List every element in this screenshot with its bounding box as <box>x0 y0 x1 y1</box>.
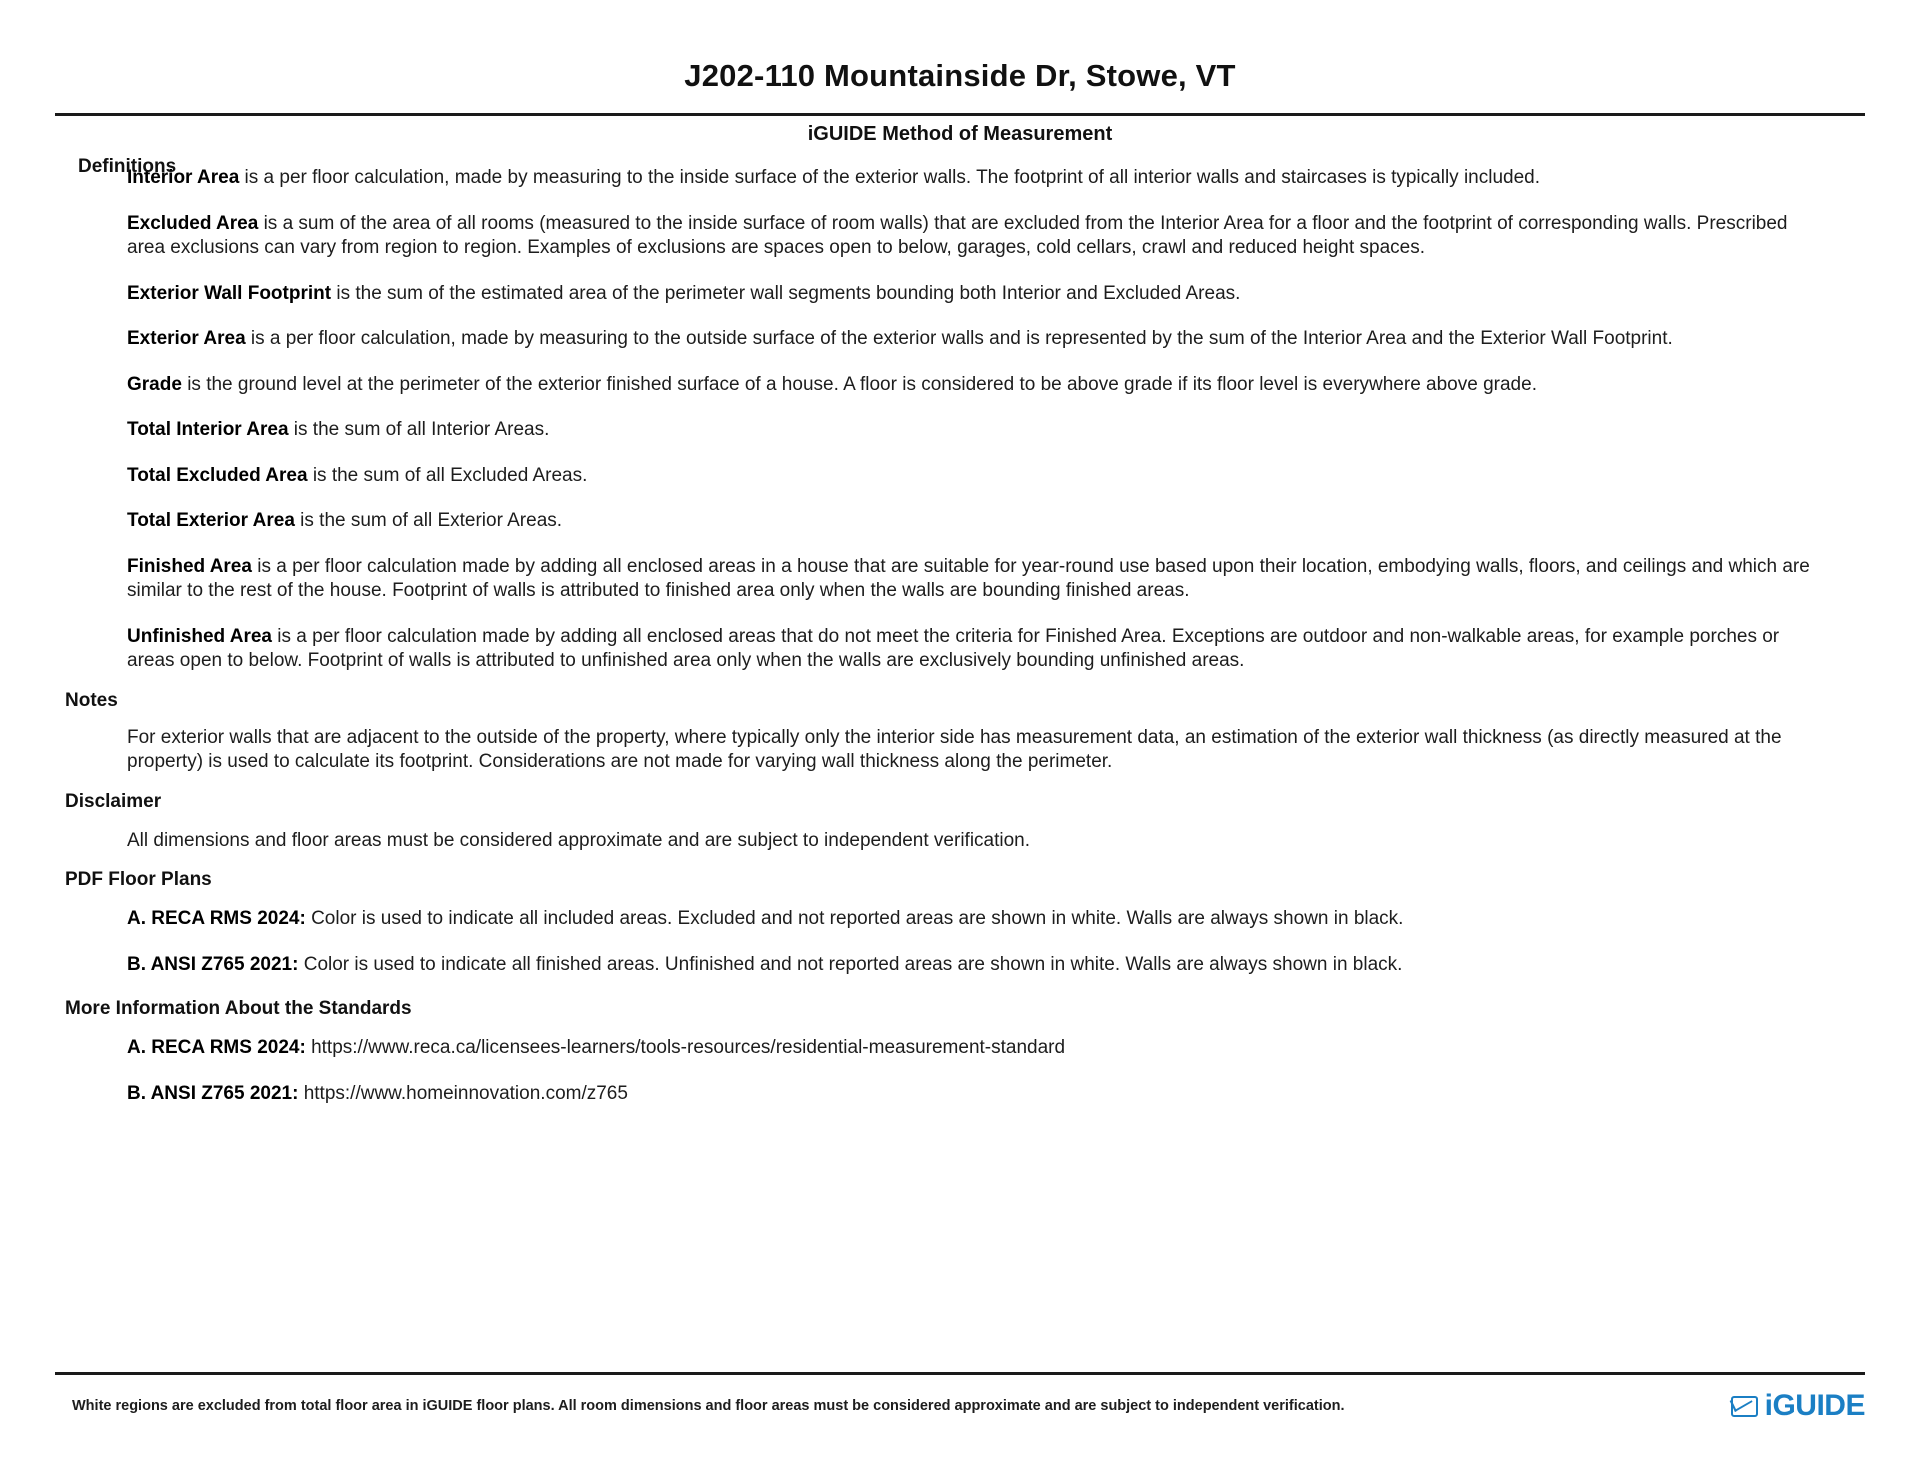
iguide-logo <box>1731 1391 1865 1421</box>
definition-text: is the sum of all Interior Areas. <box>288 419 550 440</box>
iguide-logo-icon <box>1731 1396 1758 1417</box>
footer-disclaimer-text: White regions are excluded from total floor area in iGUIDE floor plans. All room dimensions and floor areas must be considered approximate and are subject to independent verification. <box>72 1397 1345 1414</box>
disclaimer-text: All dimensions and floor areas must be considered approximate and are subject to independent verification. <box>127 829 1031 851</box>
definition-text: is the sum of all Excluded Areas. <box>307 464 588 486</box>
definition-text: is a per floor calculation made by adding all enclosed areas that do not meet the criteria for Finished Area. Exceptions are outdoor and non-walkable areas, for example porches or areas open to below. Footprint of walls is attributed to unfinished area only when the walls are exclusively bounding unfinished areas. <box>127 625 1780 671</box>
iguide-logo-text: iGUIDE <box>1764 1389 1865 1422</box>
definition-term: Excluded Area <box>127 212 259 234</box>
definition-grade <box>127 373 1829 398</box>
definition-term: Finished Area <box>127 555 252 577</box>
standard-label: A. RECA RMS 2024: <box>127 1037 306 1059</box>
section-heading-notes: Notes <box>65 689 118 711</box>
section-heading-disclaimer: Disclaimer <box>65 790 162 812</box>
definition-text: is the sum of the estimated area of the perimeter wall segments bounding both Interior and Excluded Areas. <box>331 282 1241 304</box>
page-title: J202-110 Mountainside Dr, Stowe, VT <box>684 58 1236 93</box>
definition-finished-area <box>127 555 1829 604</box>
more-info-ansi-link[interactable] <box>55 1082 1865 1107</box>
definition-text: is the sum of all Exterior Areas. <box>294 510 563 531</box>
definition-unfinished-area <box>127 625 1829 674</box>
standard-text: Color is used to indicate all finished areas. Unfinished and not reported areas are shown in white. Walls are always shown in black. <box>298 953 1403 975</box>
more-information-list <box>55 1036 1865 1106</box>
document-subtitle: iGUIDE Method of Measurement <box>807 123 1113 145</box>
standard-url[interactable]: https://www.homeinnovation.com/z765 <box>298 1083 628 1105</box>
definition-term: Unfinished Area <box>127 625 272 647</box>
definitions-list <box>55 166 1865 674</box>
standard-label: A. RECA RMS 2024: <box>127 908 306 929</box>
pdf-floor-plans-list <box>55 907 1865 977</box>
definition-exterior-wall-footprint <box>127 282 1829 307</box>
section-heading-more-information: More Information About the Standards <box>65 998 412 1020</box>
definition-term: Total Excluded Area <box>127 464 308 486</box>
definition-text: is a per floor calculation made by adding all enclosed areas in a house that are suitable for year-round use based upon their location, embodying walls, floors, and ceilings and which are similar to the rest of the house. Footprint of walls is attributed to finished area only when the walls are bounding finished areas. <box>127 555 1810 601</box>
notes-text: For exterior walls that are adjacent to the outside of the property, where typically only the interior side has measurement data, an estimation of the exterior wall thickness (as directly measured at the property) is used to calculate its footprint. Considerations are not made for varying wall thickness along the perimeter. <box>127 726 1782 772</box>
section-heading-definitions: Definitions <box>78 156 177 177</box>
pdf-floor-plan-ansi <box>55 953 1865 978</box>
definition-excluded-area <box>127 212 1829 261</box>
definition-term: Exterior Area <box>127 328 246 349</box>
pdf-floor-plan-reca <box>55 907 1865 932</box>
definition-text: is a per floor calculation, made by measuring to the inside surface of the exterior walls. The footprint of all interior walls and staircases is typically included. <box>239 167 1541 188</box>
definition-interior-area <box>127 166 1829 191</box>
definition-text: is the ground level at the perimeter of the exterior finished surface of a house. A floor is considered to be above grade if its floor level is everywhere above grade. <box>181 373 1537 395</box>
definition-text: is a per floor calculation, made by measuring to the outside surface of the exterior walls and is represented by the sum of the Interior Area and the Exterior Wall Footprint. <box>245 328 1673 349</box>
disclaimer-block <box>55 829 1865 854</box>
definition-term: Total Exterior Area <box>127 510 295 531</box>
section-heading-pdf-floor-plans: PDF Floor Plans <box>65 869 212 890</box>
notes-block <box>55 726 1865 775</box>
standard-text: Color is used to indicate all included areas. Excluded and not reported areas are shown in white. Walls are always shown in black. <box>305 908 1404 929</box>
definition-exterior-area <box>127 327 1829 352</box>
standard-label: B. ANSI Z765 2021: <box>127 1083 299 1105</box>
definition-text: is a sum of the area of all rooms (measured to the inside surface of room walls) that are excluded from the Interior Area for a floor and the footprint of corresponding walls. Prescribed area exclusions can vary from region to region. Examples of exclusions are spaces open to below, garages, cold cellars, crawl and reduced height spaces. <box>127 212 1788 258</box>
standard-url[interactable]: https://www.reca.ca/licensees-learners/tools-resources/residential-measurement-standard <box>305 1037 1066 1059</box>
definition-term: Exterior Wall Footprint <box>127 282 332 304</box>
definition-total-excluded-area <box>127 464 1829 489</box>
definition-term: Grade <box>127 373 182 395</box>
subtitle-row <box>55 116 1865 150</box>
more-info-reca-link[interactable] <box>55 1036 1865 1061</box>
definition-total-exterior-area <box>127 509 1829 534</box>
definition-total-interior-area <box>127 418 1829 443</box>
definition-term: Total Interior Area <box>127 419 289 440</box>
footer-divider <box>55 1372 1865 1375</box>
standard-label: B. ANSI Z765 2021: <box>127 953 299 975</box>
definition-term: Interior Area <box>127 167 240 188</box>
page-footer <box>72 1391 1865 1421</box>
